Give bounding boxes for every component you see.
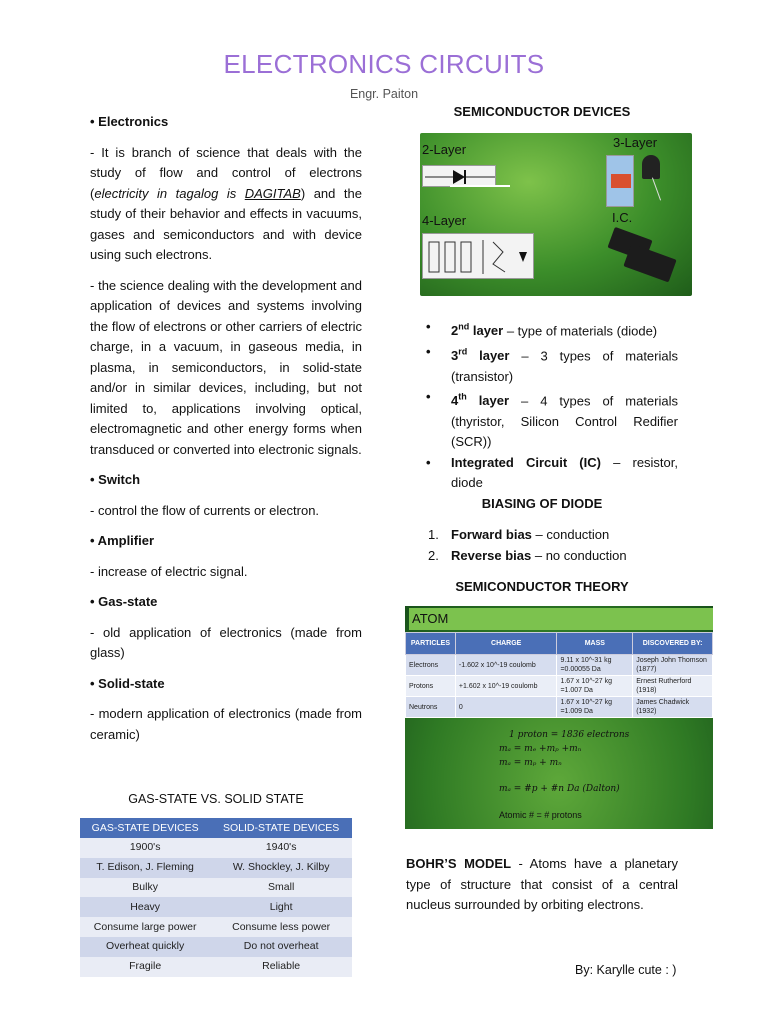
- table-cell: Electrons: [406, 655, 456, 676]
- list-item: • 2nd layer – type of materials (diode): [406, 317, 678, 342]
- table-cell: Consume large power: [80, 917, 210, 937]
- image-label-4-layer: 4-Layer: [422, 213, 467, 228]
- bohr-model-paragraph: BOHR’S MODEL - Atoms have a planetary type of structure that consist of a central nucleus surrounded by orbiting electrons.: [406, 856, 678, 912]
- amplifier-heading: • Amplifier: [90, 533, 155, 548]
- biasing-list: [406, 525, 678, 566]
- table-row: [80, 957, 352, 977]
- table-cell: Do not overheat: [210, 937, 352, 957]
- atom-table: [405, 632, 713, 718]
- table-row: [406, 676, 713, 697]
- table-cell: 9.11 x 10^-31 kg =0.00055 Da: [557, 655, 633, 676]
- table-cell: Protons: [406, 676, 456, 697]
- table-cell: Joseph John Thomson (1877): [633, 655, 713, 676]
- image-label-2-layer: 2-Layer: [422, 142, 467, 157]
- table-header: GAS-STATE DEVICES: [80, 818, 210, 838]
- page-title: ELECTRONICS CIRCUITS: [223, 49, 545, 79]
- table-cell: Reliable: [210, 957, 352, 977]
- table-cell: 0: [455, 697, 557, 718]
- image-label-3-layer: 3-Layer: [613, 135, 658, 150]
- left-column: [90, 102, 362, 745]
- diode-lead-icon: [450, 185, 510, 187]
- table-row: [80, 937, 352, 957]
- table-cell: Overheat quickly: [80, 937, 210, 957]
- list-item: • 4th layer – 4 types of materials (thyristor, Silicon Control Redifier (SCR)): [406, 387, 678, 453]
- gas-state-heading: • Gas-state: [90, 594, 158, 609]
- table-header: SOLID-STATE DEVICES: [210, 818, 352, 838]
- table-cell: 1.67 x 10^-27 kg =1.007 Da: [557, 676, 633, 697]
- transistor-icon: [606, 155, 634, 207]
- equation-atomic-number: Atomic # = # protons: [499, 810, 582, 820]
- table-cell: 1.67 x 10^-27 kg =1.009 Da: [557, 697, 633, 718]
- author: Engr. Paiton: [349, 87, 419, 101]
- table-row: [80, 858, 352, 878]
- gas-vs-solid-heading: GAS-STATE VS. SOLID STATE: [128, 792, 304, 806]
- table-cell: Fragile: [80, 957, 210, 977]
- table-cell: Bulky: [80, 878, 210, 898]
- table-cell: James Chadwick (1932): [633, 697, 713, 718]
- electronics-science-paragraph: - the science dealing with the development and application of devices and systems involving the flow of electrons or other carriers of electric charge, in a vacuum, in gaseous media, in plasma, in semiconductors, in solid-state and/or in similar devices, including, but not limited to, applications involving optical, electromagnetic and other energy forms when transduced or converted into electronic signals.: [90, 277, 362, 457]
- equation-mass-2: mₐ = mₚ + mₙ: [499, 758, 562, 768]
- equation-proton: 1 proton = 1836 electrons: [509, 730, 630, 740]
- table-cell: Heavy: [80, 897, 210, 917]
- table-row: [406, 655, 713, 676]
- table-row: [406, 697, 713, 718]
- switch-text: - control the flow of currents or electron.: [90, 502, 320, 518]
- semiconductor-devices-image: [420, 133, 692, 296]
- list-item: • 3rd layer – 3 types of materials (transistor): [406, 342, 678, 387]
- electronics-definition: - It is branch of science that deals with the study of flow and control of electrons (electricity in tagalog is DAGITAB) and the study of their behavior and effects in vacuums, gases and semiconductors and with device using such electrons.: [90, 144, 362, 262]
- table-cell: Light: [210, 897, 352, 917]
- electronics-heading: • Electronics: [90, 114, 169, 129]
- atom-title: ATOM: [409, 608, 713, 630]
- layer-list: [406, 317, 678, 494]
- table-header: PARTICLES: [406, 633, 456, 655]
- transistor-package-icon: [642, 155, 660, 179]
- semiconductor-theory-heading: SEMICONDUCTOR THEORY: [455, 579, 629, 594]
- table-cell: Neutrons: [406, 697, 456, 718]
- image-label-ic: I.C.: [612, 210, 633, 225]
- table-cell: Small: [210, 878, 352, 898]
- list-item: 1. Forward bias – conduction: [428, 527, 610, 542]
- biasing-heading: BIASING OF DIODE: [481, 496, 603, 511]
- table-row: [80, 838, 352, 858]
- table-cell: 1940's: [210, 838, 352, 858]
- equation-mass-1: mₐ = mₑ +mₚ +mₙ: [499, 744, 582, 754]
- table-cell: Ernest Rutherford (1918): [633, 676, 713, 697]
- table-row: [80, 878, 352, 898]
- table-header: MASS: [557, 633, 633, 655]
- ic-chip-icon: [623, 244, 676, 283]
- solid-state-text: - modern application of electronics (made from ceramic): [90, 706, 362, 742]
- switch-heading: • Switch: [90, 472, 141, 487]
- table-cell: 1900's: [80, 838, 210, 858]
- table-cell: -1.602 x 10^-19 coulomb: [455, 655, 557, 676]
- table-cell: +1.602 x 10^-19 coulomb: [455, 676, 557, 697]
- atom-table-image: [405, 606, 713, 829]
- table-row: [80, 897, 352, 917]
- table-cell: T. Edison, J. Fleming: [80, 858, 210, 878]
- table-cell: Consume less power: [210, 917, 352, 937]
- table-header: CHARGE: [455, 633, 557, 655]
- table-cell: W. Shockley, J. Kilby: [210, 858, 352, 878]
- list-item: 2. Reverse bias – no conduction: [428, 547, 627, 563]
- solid-state-heading: • Solid-state: [90, 675, 165, 691]
- list-item: • Integrated Circuit (IC) – resistor, diode: [406, 453, 678, 494]
- right-column: [406, 102, 678, 123]
- amplifier-text: - increase of electric signal.: [90, 563, 248, 579]
- equation-dalton: mₐ = #p + #n Da (Dalton): [499, 784, 620, 794]
- byline: By: Karylle cute : ): [575, 963, 677, 977]
- gas-vs-solid-table: [80, 818, 352, 977]
- diode-icon: [422, 165, 496, 187]
- semiconductor-devices-heading: SEMICONDUCTOR DEVICES: [453, 104, 631, 119]
- table-header: DISCOVERED BY:: [633, 633, 713, 655]
- gas-state-text: - old application of electronics (made from glass): [90, 624, 362, 660]
- table-row: [80, 917, 352, 937]
- thyristor-icon: [422, 233, 534, 279]
